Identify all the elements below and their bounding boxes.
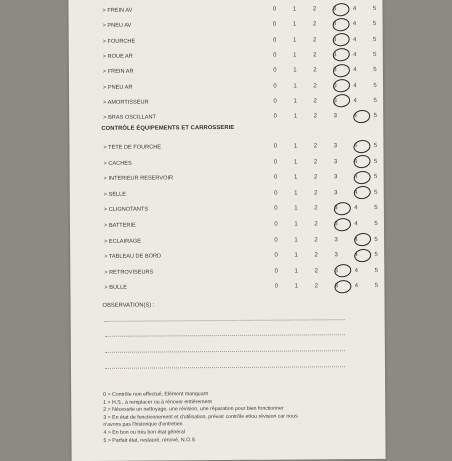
score-option-4[interactable]: 4: [351, 111, 359, 121]
score-option-4[interactable]: 4: [352, 172, 360, 182]
checklist-row: [104, 250, 378, 262]
score-option-2[interactable]: 2: [313, 82, 317, 89]
selected-score-circle: [332, 47, 351, 62]
checklist-row: [103, 81, 377, 93]
score-option-1[interactable]: 1: [294, 190, 298, 197]
score-option-0[interactable]: 0: [272, 21, 277, 28]
score-option-5[interactable]: 5: [374, 236, 378, 243]
score-option-4[interactable]: 4: [354, 205, 358, 212]
legend-line: n'avons pas l'historique d'entretien: [103, 421, 183, 429]
checklist-row: [103, 204, 378, 216]
row-label: > INTERIEUR RESERVOIR: [103, 175, 174, 183]
score-option-5[interactable]: 5: [372, 5, 377, 12]
score-option-2[interactable]: 2: [314, 252, 318, 259]
legend-line: 5 > Parfait état, restauré, rénové, N.O.S: [103, 436, 196, 444]
selected-score-circle: [353, 232, 372, 247]
score-option-5[interactable]: 5: [373, 142, 378, 149]
legend-line: 0 > Contrôle non effectué, Elément manquant: [103, 391, 208, 398]
score-option-1[interactable]: 1: [293, 52, 297, 59]
selected-score-circle: [332, 17, 351, 32]
row-label: > CLIGNOTANTS: [103, 206, 149, 214]
score-option-4[interactable]: 4: [353, 97, 357, 104]
score-option-5[interactable]: 5: [374, 283, 379, 290]
checklist-row: [103, 188, 378, 200]
score-option-4[interactable]: 4: [353, 82, 357, 89]
score-option-1[interactable]: 1: [294, 205, 298, 212]
score-option-0[interactable]: 0: [273, 67, 277, 74]
score-option-4[interactable]: 4: [353, 67, 357, 74]
score-option-1[interactable]: 1: [293, 67, 297, 74]
score-option-5[interactable]: 5: [373, 113, 377, 120]
row-label: > ROUE AR: [102, 53, 133, 60]
selected-score-circle: [353, 170, 372, 185]
checklist-row: [103, 157, 378, 169]
score-option-0[interactable]: 0: [274, 221, 278, 228]
score-option-0[interactable]: 0: [274, 237, 278, 244]
score-option-0[interactable]: 0: [272, 6, 277, 13]
checklist-row: [103, 111, 377, 123]
row-label: > AMORTISSEUR: [103, 99, 149, 106]
score-option-2[interactable]: 2: [313, 52, 317, 59]
score-option-1[interactable]: 1: [293, 98, 297, 105]
score-option-3[interactable]: 3: [331, 81, 339, 91]
row-label: > PNEU AR: [103, 84, 133, 91]
checklist-row: [102, 35, 377, 47]
selected-score-circle: [332, 93, 351, 108]
score-option-3[interactable]: 3: [333, 113, 337, 120]
score-option-1[interactable]: 1: [293, 83, 297, 90]
score-option-0[interactable]: 0: [274, 206, 278, 213]
row-label: > FREIN AV: [102, 7, 133, 14]
checklist-row: [103, 141, 378, 153]
score-option-0[interactable]: 0: [273, 83, 277, 90]
score-option-1[interactable]: 1: [293, 113, 297, 120]
checklist-row: [102, 19, 377, 31]
checklist-row: [103, 219, 378, 231]
score-option-3[interactable]: 3: [334, 252, 338, 259]
row-label: > FOURCHE: [102, 38, 136, 45]
selected-score-circle: [334, 263, 353, 278]
score-option-3[interactable]: 3: [334, 236, 338, 243]
score-option-1[interactable]: 1: [294, 237, 298, 244]
score-option-1[interactable]: 1: [293, 174, 298, 181]
score-option-4[interactable]: 4: [352, 6, 357, 13]
score-option-5[interactable]: 5: [374, 252, 378, 259]
score-option-1[interactable]: 1: [292, 6, 297, 13]
score-option-4[interactable]: 4: [354, 283, 359, 290]
score-option-3[interactable]: 3: [330, 4, 338, 14]
score-option-1[interactable]: 1: [294, 283, 299, 290]
selected-score-circle: [333, 217, 352, 232]
row-label: > BULLE: [104, 285, 127, 292]
score-option-0[interactable]: 0: [274, 190, 278, 197]
score-option-0[interactable]: 0: [273, 98, 277, 105]
score-option-3[interactable]: 3: [333, 143, 338, 150]
score-option-4[interactable]: 4: [352, 188, 360, 198]
selected-score-circle: [334, 279, 353, 294]
score-option-3[interactable]: 3: [333, 158, 338, 165]
checklist-row: [104, 266, 379, 278]
score-option-4[interactable]: 4: [352, 250, 360, 260]
observation-line: [105, 350, 345, 353]
score-option-2[interactable]: 2: [314, 236, 318, 243]
selected-score-circle: [353, 138, 372, 153]
score-option-4[interactable]: 4: [352, 21, 357, 28]
score-option-5[interactable]: 5: [372, 21, 377, 28]
score-option-3[interactable]: 3: [332, 204, 340, 214]
selected-score-circle: [353, 185, 372, 200]
score-option-4[interactable]: 4: [354, 221, 358, 228]
score-option-1[interactable]: 1: [292, 21, 297, 28]
checklist-row: [103, 96, 377, 108]
score-option-1[interactable]: 1: [293, 143, 298, 150]
score-option-5[interactable]: 5: [373, 82, 377, 89]
score-option-4[interactable]: 4: [352, 157, 360, 167]
checklist-row: [102, 4, 377, 16]
score-option-2[interactable]: 2: [314, 221, 318, 228]
score-option-0[interactable]: 0: [274, 284, 279, 291]
score-option-0[interactable]: 0: [274, 252, 278, 259]
score-option-3[interactable]: 3: [331, 96, 339, 106]
checklist-row: [102, 65, 377, 77]
score-option-4[interactable]: 4: [353, 51, 357, 59]
score-option-3[interactable]: 3: [333, 174, 338, 181]
inspection-sheet: [68, 0, 385, 461]
selected-score-circle: [332, 78, 351, 93]
score-option-3[interactable]: 3: [332, 282, 340, 292]
score-option-0[interactable]: 0: [274, 268, 279, 275]
row-label: > BRAS OSCILLANT: [103, 114, 156, 121]
score-option-1[interactable]: 1: [293, 37, 297, 44]
row-label: > PNEU AV: [102, 22, 132, 30]
score-option-0[interactable]: 0: [273, 143, 278, 150]
observation-line: [105, 319, 345, 322]
score-option-3[interactable]: 3: [331, 65, 339, 75]
score-option-0[interactable]: 0: [273, 37, 277, 44]
score-option-0[interactable]: 0: [273, 52, 277, 59]
selected-score-circle: [353, 154, 372, 169]
legend-line: 3 > En état de fonctionnement et d'utilisation, prévoir contrôle et/ou révision car nous: [103, 413, 298, 421]
score-option-2[interactable]: 2: [314, 283, 319, 290]
legend-line: 2 > Nécessite un nettoyage, une révision, une réparation pour bien fonctionner: [103, 405, 284, 414]
score-option-5[interactable]: 5: [373, 36, 377, 43]
score-option-5[interactable]: 5: [373, 97, 377, 104]
observation-label: OBSERVATION(S) :: [102, 302, 155, 309]
legend-line: 1 > H.S., à remplacer ou à rénover entièrement: [103, 398, 212, 406]
row-label: > ECLAIRAGE: [104, 238, 141, 245]
section-title: CONTRÔLE ÉQUIPEMENTS ET CARROSSERIE: [101, 124, 235, 132]
score-option-2[interactable]: 2: [313, 98, 317, 105]
score-option-2[interactable]: 2: [314, 268, 319, 275]
checklist-row: [104, 282, 379, 294]
score-option-0[interactable]: 0: [273, 174, 278, 181]
legend-line: 4 > En bon ou très bon état général: [103, 429, 185, 436]
score-option-1[interactable]: 1: [294, 252, 298, 259]
rating-legend: [103, 390, 353, 445]
score-option-0[interactable]: 0: [273, 113, 277, 120]
score-option-1[interactable]: 1: [294, 221, 298, 228]
score-option-3[interactable]: 3: [332, 219, 340, 229]
score-option-2[interactable]: 2: [314, 205, 318, 212]
score-option-2[interactable]: 2: [313, 113, 317, 120]
row-label: > FREIN AR: [102, 68, 134, 76]
score-option-3[interactable]: 3: [331, 20, 339, 30]
score-option-4[interactable]: 4: [351, 141, 359, 151]
score-option-1[interactable]: 1: [293, 159, 298, 166]
score-option-5[interactable]: 5: [373, 174, 378, 181]
score-option-3[interactable]: 3: [331, 50, 339, 60]
row-label: > TETE DE FOURCHE: [103, 144, 162, 151]
checklist-row: [104, 235, 378, 247]
checklist-row: [102, 50, 377, 62]
score-option-1[interactable]: 1: [294, 268, 299, 275]
score-option-2[interactable]: 2: [314, 190, 318, 197]
score-option-5[interactable]: 5: [373, 51, 377, 58]
checklist-row: [103, 172, 378, 184]
score-option-4[interactable]: 4: [353, 36, 357, 43]
score-option-2[interactable]: 2: [313, 67, 317, 74]
score-option-5[interactable]: 5: [374, 189, 378, 196]
row-label: > RETROVISEURS: [104, 269, 154, 276]
score-option-4[interactable]: 4: [352, 235, 360, 245]
score-option-2[interactable]: 2: [313, 143, 318, 150]
row-label: > CACHES: [103, 160, 132, 167]
selected-score-circle: [333, 201, 352, 216]
score-option-2[interactable]: 2: [313, 36, 317, 43]
selected-score-circle: [332, 2, 351, 17]
score-option-5[interactable]: 5: [374, 205, 378, 212]
score-option-3[interactable]: 3: [332, 266, 340, 276]
score-option-3[interactable]: 3: [331, 35, 339, 45]
score-option-2[interactable]: 2: [313, 158, 318, 165]
observation-line: [105, 334, 345, 337]
score-option-5[interactable]: 5: [373, 67, 377, 74]
score-option-0[interactable]: 0: [273, 159, 278, 166]
score-option-4[interactable]: 4: [354, 267, 359, 274]
score-option-5[interactable]: 5: [374, 220, 378, 227]
row-label: > BATTERIE: [103, 222, 136, 229]
score-option-2[interactable]: 2: [312, 6, 317, 13]
selected-score-circle: [332, 32, 351, 47]
score-option-5[interactable]: 5: [373, 158, 378, 165]
selected-score-circle: [354, 248, 373, 263]
observation-line: [105, 366, 345, 369]
score-option-5[interactable]: 5: [374, 267, 379, 274]
score-option-3[interactable]: 3: [334, 190, 338, 197]
score-option-2[interactable]: 2: [313, 174, 318, 181]
score-option-2[interactable]: 2: [312, 21, 317, 28]
row-label: > TABLEAU DE BORD: [104, 253, 162, 261]
selected-score-circle: [332, 63, 351, 78]
row-label: > SELLE: [103, 191, 127, 198]
selected-score-circle: [353, 108, 372, 123]
